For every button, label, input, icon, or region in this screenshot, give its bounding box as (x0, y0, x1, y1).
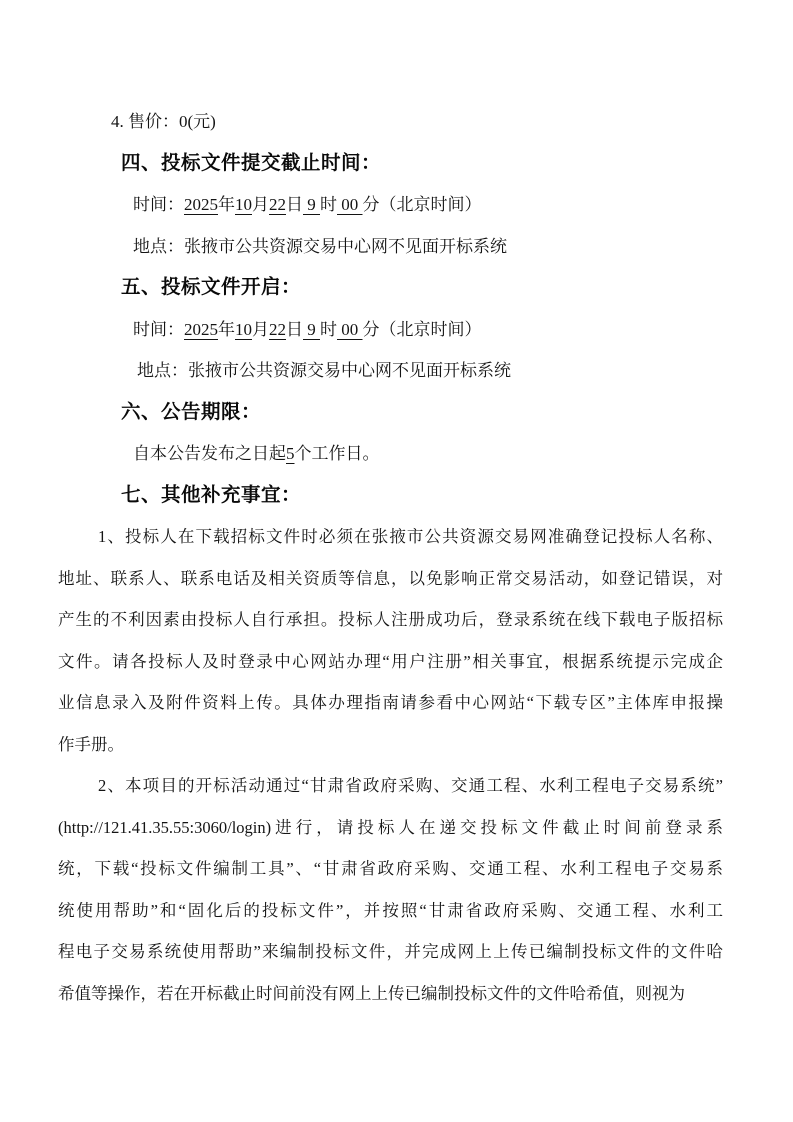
time-segment: 日 (286, 319, 303, 339)
price-line: 4. 售价：0(元) (111, 112, 216, 131)
paragraph-line: (http://121.41.35.55:3060/login)进行，请投标人在递交投标文件截止时间前登录系 (58, 817, 723, 837)
notice-period-segment: 5 (286, 444, 295, 463)
section4-time-line (58, 184, 723, 226)
paragraph-line: 业信息录入及附件资料上传。具体办理指南请参看中心网站“下载专区”主体库申报操 (58, 693, 723, 712)
time-segment: 22 (269, 195, 286, 214)
time-segment: 9 (303, 319, 320, 339)
time-segment: 年 (218, 195, 235, 214)
section4-place-line: 地点：张掖市公共资源交易中心网不见面开标系统 (133, 236, 507, 256)
paragraph-line: 统使用帮助”和“固化后的投标文件”，并按照“甘肃省政府采购、交通工程、水利工 (58, 900, 723, 920)
time-segment: 分 (362, 319, 380, 339)
section4-heading: 四、投标文件提交截止时间： (121, 151, 382, 174)
time-segment: 00 (337, 319, 363, 339)
section6-heading: 六、公告期限： (121, 400, 262, 423)
time-segment: 22 (269, 319, 286, 339)
time-segment: （北京时间） (379, 319, 482, 339)
time-segment: 10 (235, 319, 252, 339)
time-segment: 2025 (184, 319, 218, 339)
paragraph-line: 作手册。 (58, 734, 124, 754)
time-segment: 日 (286, 195, 303, 214)
paragraph-line: 文件。请各投标人及时登录中心网站办理“用户注册”相关事宜，根据系统提示完成企 (58, 651, 723, 671)
section5-heading: 五、投标文件开启： (121, 276, 302, 298)
time-segment: 时间： (133, 195, 184, 214)
time-segment: （北京时间） (379, 195, 482, 214)
time-segment: 时 (320, 195, 337, 214)
section6-body-line (58, 433, 723, 475)
time-segment: 分 (362, 195, 380, 214)
time-segment: 9 (303, 195, 320, 214)
time-segment: 时间： (133, 319, 184, 339)
notice-period-segment: 个工作日。 (294, 444, 380, 463)
section7-heading: 七、其他补充事宜： (121, 483, 302, 506)
section5-time-line (58, 309, 723, 351)
time-segment: 时 (320, 319, 337, 339)
paragraph-line: 2、本项目的开标活动通过“甘肃省政府采购、交通工程、水利工程电子交易系统” (98, 776, 723, 795)
paragraph-line: 1、投标人在下载招标文件时必须在张掖市公共资源交易网准确登记投标人名称、 (98, 527, 723, 546)
time-segment: 10 (235, 195, 252, 214)
time-segment: 月 (252, 319, 269, 339)
section5-place-line: 地点：张掖市公共资源交易中心网不见面开标系统 (137, 361, 511, 380)
supplement-paragraph-1 (58, 516, 723, 765)
paragraph-line: 希值等操作，若在开标截止时间前没有网上上传已编制投标文件的文件哈希值，则视为 (58, 983, 685, 1003)
time-segment: 2025 (184, 195, 218, 214)
paragraph-line: 程电子交易系统使用帮助”来编制投标文件，并完成网上上传已编制投标文件的文件哈 (58, 942, 723, 961)
time-segment: 年 (218, 319, 235, 339)
time-segment: 00 (337, 195, 363, 214)
paragraph-line: 地址、联系人、联系电话及相关资质等信息，以免影响正常交易活动，如登记错误，对 (58, 568, 723, 588)
supplement-paragraph-2 (58, 765, 723, 1014)
paragraph-line: 统，下载“投标文件编制工具”、“甘肃省政府采购、交通工程、水利工程电子交易系 (58, 859, 723, 878)
paragraph-line: 产生的不利因素由投标人自行承担。投标人注册成功后，登录系统在线下载电子版招标 (58, 610, 723, 629)
time-segment: 月 (252, 195, 269, 214)
notice-period-segment: 自本公告发布之日起 (133, 444, 286, 463)
